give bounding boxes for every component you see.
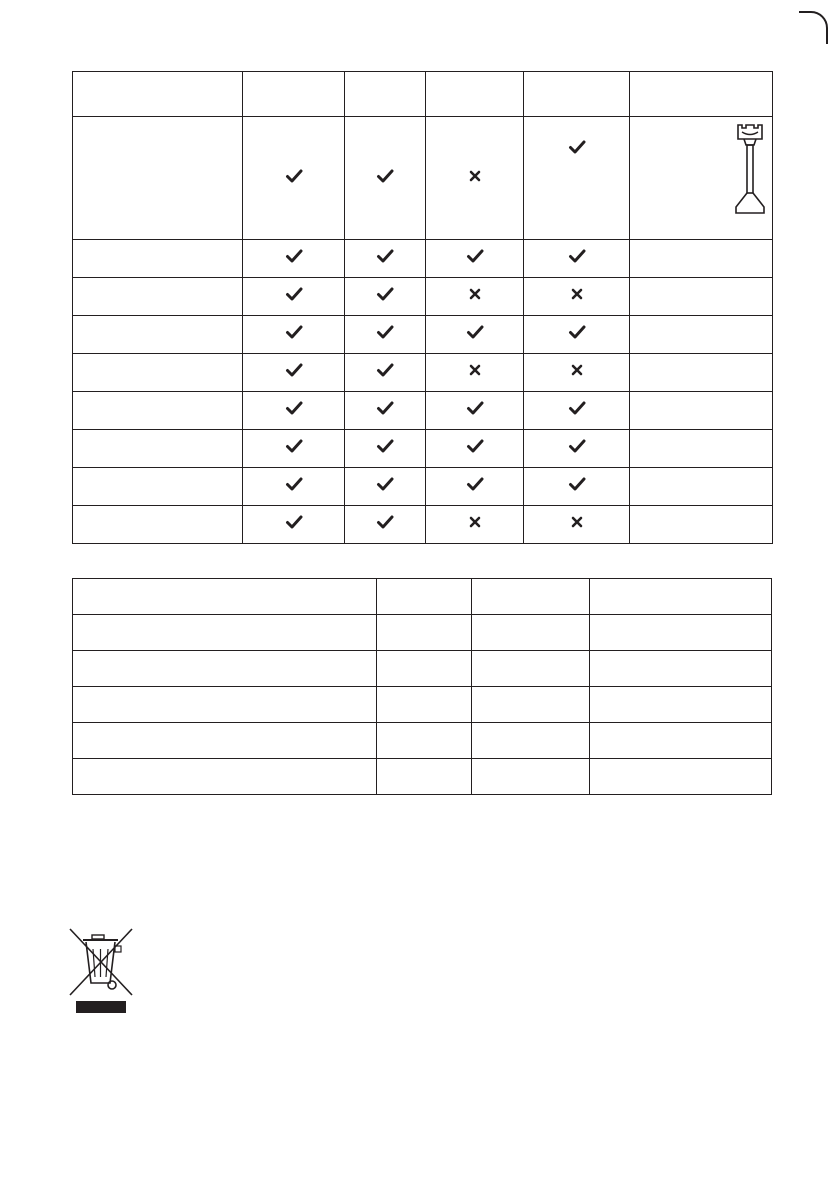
check-icon (376, 438, 394, 454)
check-icon (285, 168, 303, 184)
mark-cell (524, 392, 630, 430)
corner-bracket-icon (797, 10, 829, 46)
mark-cell (345, 278, 426, 316)
mark-cell (243, 392, 345, 430)
spec-row (73, 687, 772, 723)
spec-row (73, 615, 772, 651)
header-cell (524, 72, 630, 117)
spec-cell (73, 651, 377, 687)
spec-cell (73, 687, 377, 723)
mark-cell (345, 468, 426, 506)
check-icon (285, 286, 303, 302)
row-note (630, 240, 773, 278)
check-icon (568, 324, 586, 340)
row-label (73, 392, 243, 430)
mark-cell (243, 430, 345, 468)
mark-cell (426, 392, 524, 430)
row-label (73, 506, 243, 544)
cross-icon (466, 286, 484, 302)
mark-cell (524, 354, 630, 392)
header-cell (426, 72, 524, 117)
spec-cell (73, 615, 377, 651)
header-cell (73, 72, 243, 117)
spec-cell (73, 759, 377, 795)
row-label (73, 316, 243, 354)
compatibility-row (73, 240, 773, 278)
check-icon (376, 514, 394, 530)
spec-cell (590, 615, 772, 651)
row-note (630, 316, 773, 354)
check-icon (285, 476, 303, 492)
spec-row (73, 723, 772, 759)
spec-row (73, 579, 772, 615)
mark-cell (345, 240, 426, 278)
mark-cell (524, 430, 630, 468)
compatibility-row (73, 278, 773, 316)
mark-cell (524, 506, 630, 544)
compatibility-row (73, 117, 773, 240)
compatibility-row (73, 506, 773, 544)
spec-cell (377, 687, 472, 723)
check-icon (376, 476, 394, 492)
compatibility-row (73, 392, 773, 430)
spec-cell (377, 615, 472, 651)
check-icon (285, 438, 303, 454)
row-label (73, 354, 243, 392)
spec-cell (377, 651, 472, 687)
spec-cell (590, 759, 772, 795)
check-icon (466, 400, 484, 416)
mark-cell (243, 240, 345, 278)
mark-cell (524, 278, 630, 316)
header-cell (345, 72, 426, 117)
mark-cell (524, 468, 630, 506)
mark-cell (426, 468, 524, 506)
check-icon (376, 248, 394, 264)
mark-cell (243, 117, 345, 240)
crossed-out-wheelie-bin-icon (66, 925, 136, 1015)
compatibility-row (73, 468, 773, 506)
spec-cell (590, 723, 772, 759)
row-label (73, 468, 243, 506)
check-icon (466, 248, 484, 264)
check-icon (568, 438, 586, 454)
spec-cell (590, 579, 772, 615)
cross-icon (466, 168, 484, 184)
check-icon (376, 362, 394, 378)
spec-cell (73, 579, 377, 615)
mark-cell (426, 117, 524, 240)
compatibility-row (73, 430, 773, 468)
mark-cell (345, 392, 426, 430)
mark-cell (345, 354, 426, 392)
mark-cell (243, 506, 345, 544)
row-label (73, 278, 243, 316)
row-note (630, 430, 773, 468)
accessory-cell (630, 117, 773, 240)
mark-cell (345, 430, 426, 468)
cross-icon (466, 362, 484, 378)
spec-row (73, 651, 772, 687)
check-icon (568, 248, 586, 264)
check-icon (568, 139, 586, 155)
mark-cell (524, 316, 630, 354)
compatibility-header-row (73, 72, 773, 117)
hand-blender-icon (732, 123, 768, 215)
mark-cell (345, 316, 426, 354)
row-label (73, 117, 243, 240)
mark-cell (426, 506, 524, 544)
spec-row (73, 759, 772, 795)
spec-cell (472, 759, 590, 795)
mark-cell (243, 468, 345, 506)
check-icon (285, 514, 303, 530)
mark-cell (345, 117, 426, 240)
mark-cell (524, 240, 630, 278)
mark-cell (243, 354, 345, 392)
spec-cell (472, 687, 590, 723)
compatibility-row (73, 316, 773, 354)
mark-cell (426, 354, 524, 392)
check-icon (466, 476, 484, 492)
spec-cell (472, 615, 590, 651)
row-label (73, 430, 243, 468)
check-icon (285, 362, 303, 378)
check-icon (285, 400, 303, 416)
header-cell (630, 72, 773, 117)
check-icon (568, 476, 586, 492)
header-cell (243, 72, 345, 117)
spec-cell (590, 651, 772, 687)
cross-icon (466, 514, 484, 530)
mark-cell (426, 240, 524, 278)
compatibility-row (73, 354, 773, 392)
row-note (630, 278, 773, 316)
spec-cell (377, 579, 472, 615)
row-note (630, 468, 773, 506)
row-label (73, 240, 243, 278)
mark-cell (243, 278, 345, 316)
row-note (630, 392, 773, 430)
spec-cell (472, 723, 590, 759)
spec-cell (472, 651, 590, 687)
row-note (630, 354, 773, 392)
spec-cell (377, 759, 472, 795)
specifications-table (72, 578, 772, 795)
mark-cell (345, 506, 426, 544)
check-icon (376, 324, 394, 340)
mark-cell (243, 316, 345, 354)
mark-cell (426, 430, 524, 468)
row-note (630, 506, 773, 544)
spec-cell (73, 723, 377, 759)
check-icon (376, 400, 394, 416)
check-icon (568, 400, 586, 416)
check-icon (376, 286, 394, 302)
spec-cell (377, 723, 472, 759)
check-icon (285, 324, 303, 340)
check-icon (466, 324, 484, 340)
mark-cell (426, 316, 524, 354)
mark-cell (426, 278, 524, 316)
cross-icon (568, 514, 586, 530)
check-icon (376, 168, 394, 184)
mark-cell (524, 117, 630, 240)
cross-icon (568, 362, 586, 378)
check-icon (285, 248, 303, 264)
cross-icon (568, 286, 586, 302)
check-icon (466, 438, 484, 454)
spec-cell (472, 579, 590, 615)
compatibility-table (72, 71, 773, 544)
spec-cell (590, 687, 772, 723)
